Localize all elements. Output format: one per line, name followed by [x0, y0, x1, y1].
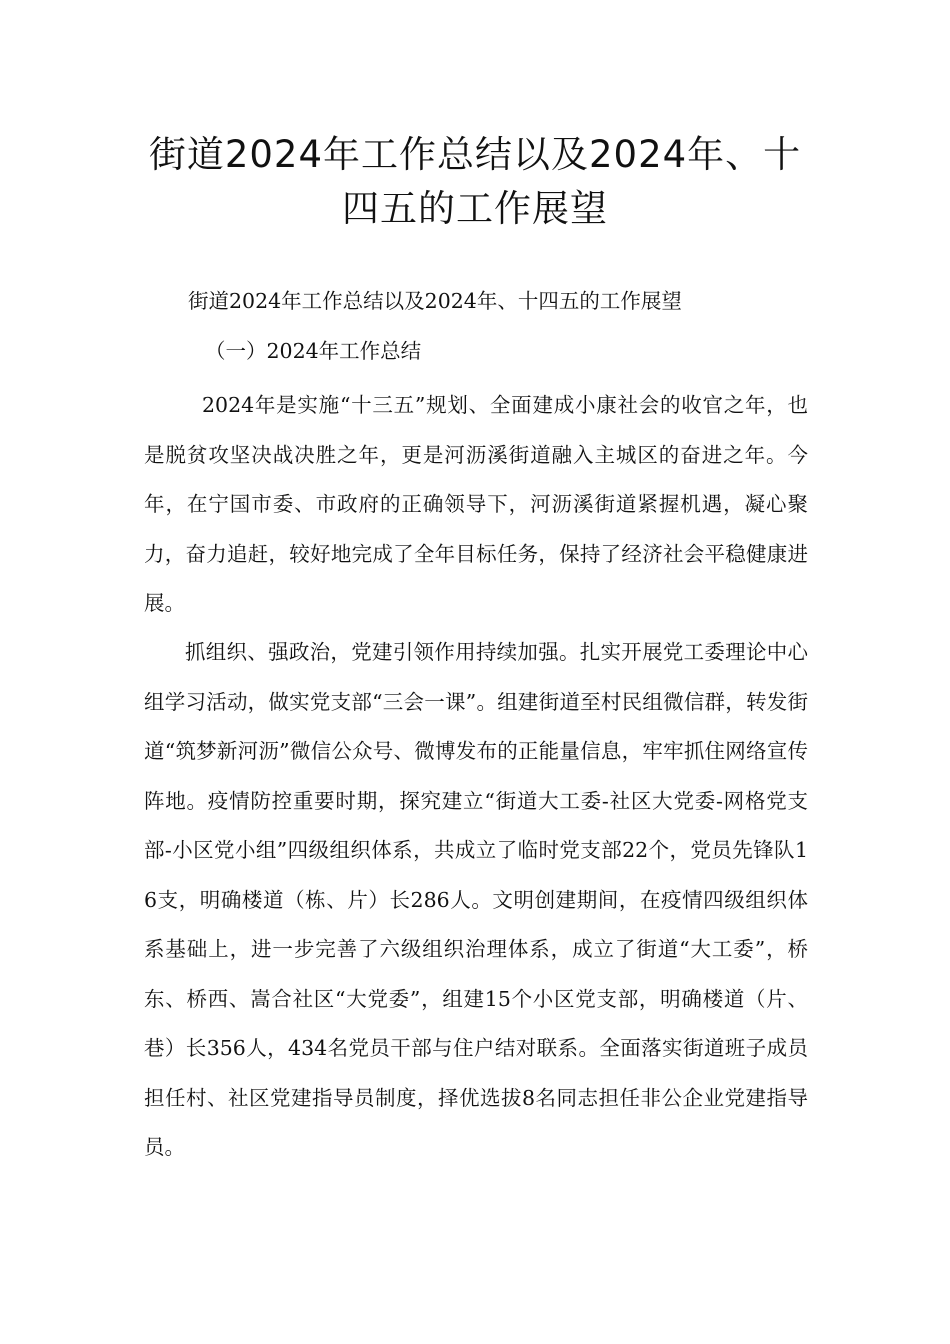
body-paragraph-2: 抓组织、强政治，党建引领作用持续加强。扎实开展党工委理论中心组学习活动，做实党支部“三会一课”。组建街道至村民组微信群，转发街道“筑梦新河沥”微信公众号、微博发布的正能量信息，牢牢抓住网络宣传阵地。疫情防控重要时期，探究建立“街道大工委-社区大党委-网格党支部-小区党小组”四级组织体系，共成立了临时党支部22个，党员先锋队16支，明确楼道（栋、片）长286人。文明创建期间，在疫情四级组织体系基础上，进一步完善了六级组织治理体系，成立了街道“大工委”，桥东、桥西、嵩合社区“大党委”，组建15个小区党支部，明确楼道（片、巷）长356人，434名党员干部与住户结对联系。全面落实街道班子成员担任村、社区党建指导员制度，择优选拔8名同志担任非公企业党建指导员。	[144, 640, 808, 1159]
document-subtitle: 街道2024年工作总结以及2024年、十四五的工作展望	[188, 289, 682, 313]
body-paragraph-1: 2024年是实施“十三五”规划、全面建成小康社会的收官之年，也是脱贫攻坚决战决胜之年，更是河沥溪街道融入主城区的奋进之年。今年，在宁国市委、市政府的正确领导下，河沥溪街道紧握机遇，凝心聚力，奋力追赶，较好地完成了全年目标任务，保持了经济社会平稳健康进展。	[144, 393, 808, 615]
section-heading: （一）2024年工作总结	[205, 339, 422, 363]
document-title	[120, 128, 830, 236]
document-title-line-2: 四五的工作展望	[342, 187, 608, 230]
document-title-line-1: 街道2024年工作总结以及2024年、十	[148, 133, 802, 176]
